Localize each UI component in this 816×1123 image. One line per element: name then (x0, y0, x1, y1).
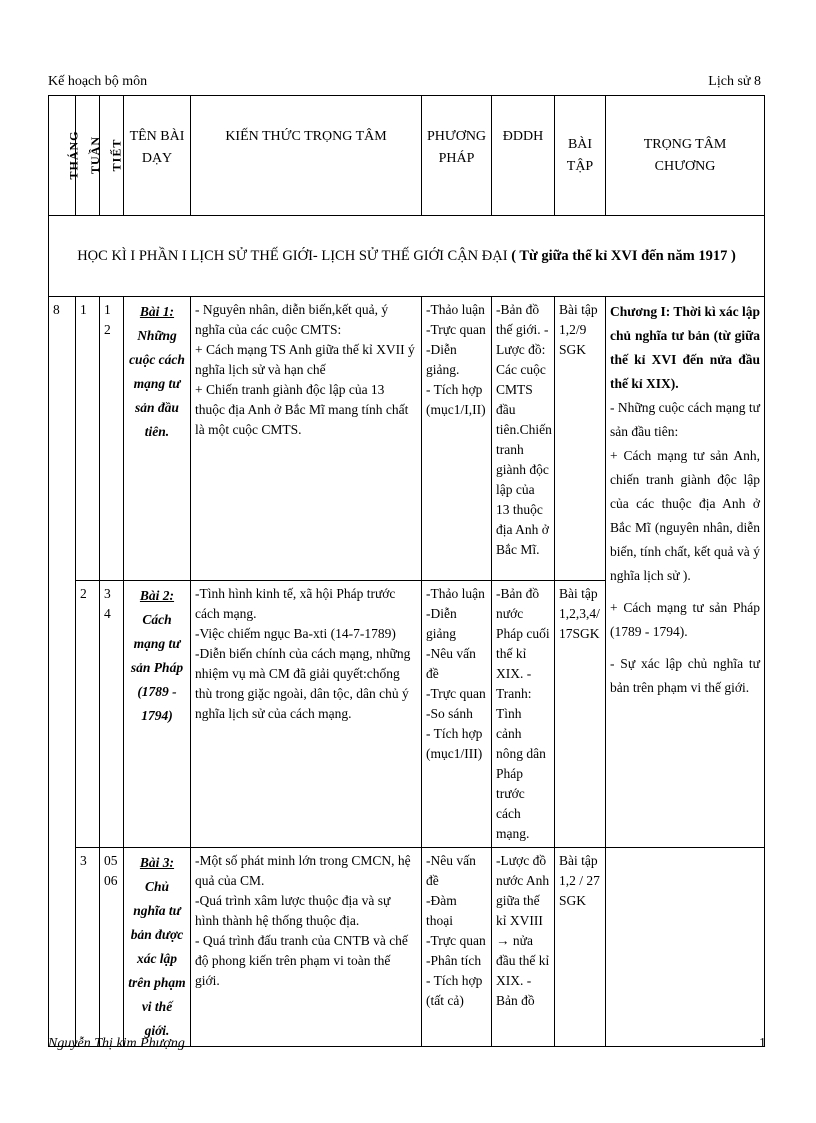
col-tiet: TIẾT (100, 96, 124, 216)
lesson-title: Những cuộc cách mạng tư sản đầu tiên. (129, 328, 185, 439)
cell-bai-tap: Bài tập 1,2 / 27 SGK (555, 848, 606, 1047)
cell-trong-tam-chuong (606, 297, 765, 848)
lesson-number: Bài 3: (139, 855, 175, 870)
col-kien-thuc: KIẾN THỨC TRỌNG TÂM (191, 96, 422, 216)
cell-thang: 8 (49, 297, 76, 1047)
col-trong-tam: TRỌNG TÂM CHƯƠNG (606, 96, 765, 216)
cell-kien-thuc: -Tình hình kinh tế, xã hội Pháp trước cách mạng. -Việc chiếm ngục Ba-xti (14-7-1789) -Diễn biến chính của cách mạng, những nhiệm vụ mà CM đã giải quyết:chống thù trong giặc ngoài, dân tộc, dân chủ ý nghĩa lịch sử của cách mạng. (191, 581, 422, 848)
cell-phuong-phap: -Thảo luận -Trực quan -Diễn giảng. - Tích hợp (mục1/I,II) (422, 297, 492, 581)
table-header-row (49, 96, 765, 216)
header-subject-plan: Kế hoạch bộ môn (48, 74, 148, 89)
cell-dddh: -Bản đồ thế giới. -Lược đồ: Các cuộc CMTS đầu tiên.Chiến tranh giành độc lập của 13 thuộc địa Anh ở Bắc Mĩ. (492, 297, 555, 581)
footer-author: Nguyễn Thị kim Phượng (48, 1036, 185, 1051)
cell-phuong-phap: -Thảo luận -Diễn giảng -Nêu vấn đề -Trực quan -So sánh - Tích hợp (mục1/III) (422, 581, 492, 848)
cell-tiet: 05 06 (100, 848, 124, 1047)
cell-phuong-phap: -Nêu vấn đề -Đàm thoại -Trực quan -Phân tích - Tích hợp (tất cả) (422, 848, 492, 1047)
cell-ten-bai (124, 297, 191, 581)
section-title (49, 216, 765, 297)
chapter-point-4: - Sự xác lập chủ nghĩa tư bản trên phạm vi thế giới. (610, 656, 760, 695)
header-course: Lịch sử 8 (708, 74, 761, 89)
cell-ten-bai (124, 848, 191, 1047)
section-title-sub: ( Từ giữa thế kỉ XVI đến năm 1917 ) (507, 248, 736, 264)
cell-bai-tap: Bài tập 1,2/9 SGK (555, 297, 606, 581)
chapter-point-2: + Cách mạng tư sản Anh, chiến tranh giành độc lập của các thuộc địa Anh ở Bắc Mĩ (nguyên nhân, diễn biến, tính chất, kết quả và ý nghĩa lịch sử ). (610, 448, 760, 583)
cell-tuan: 2 (76, 581, 100, 848)
lesson-title: Chủ nghĩa tư bản được xác lập trên phạm vi thế giới. (128, 879, 186, 1038)
cell-tuan: 1 (76, 297, 100, 581)
lesson-plan-table (48, 95, 765, 1047)
cell-kien-thuc: -Một số phát minh lớn trong CMCN, hệ quả của CM. -Quá trình xâm lược thuộc địa và sự hình thành hệ thống thuộc địa. - Quá trình đấu tranh của CNTB và chế độ phong kiến trên phạm vi toàn thế giới. (191, 848, 422, 1047)
cell-ten-bai (124, 581, 191, 848)
table-row (49, 848, 765, 1047)
cell-dddh: -Lược đồ nước Anh giữa thế kỉ XVIII → nửa đầu thế kỉ XIX. -Bản đồ (492, 848, 555, 1047)
col-tuan: TUẦN (76, 96, 100, 216)
lesson-title: Cách mạng tư sản Pháp (1789 - 1794) (130, 612, 184, 723)
cell-dddh: -Bản đồ nước Pháp cuối thế kỉ XIX. -Tranh: Tình cảnh nông dân Pháp trước cách mạng. (492, 581, 555, 848)
cell-tiet: 3 4 (100, 581, 124, 848)
cell-kien-thuc: - Nguyên nhân, diễn biến,kết quả, ý nghĩa của các cuộc CMTS: + Cách mạng TS Anh giữa thế kỉ XVII ý nghĩa lịch sử và hạn chế + Chiến tranh giành độc lập của 13 thuộc địa Anh ở Bắc Mĩ mang tính chất là một cuộc CMTS. (191, 297, 422, 581)
section-title-main: HỌC KÌ I PHẦN I LỊCH SỬ THẾ GIỚI- LỊCH SỬ THẾ GIỚI CẬN ĐẠI (77, 248, 508, 264)
chapter-point-1: - Những cuộc cách mạng tư sản đầu tiên: (610, 400, 760, 439)
chapter-title: Chương I: Thời kì xác lập chủ nghĩa tư bản (từ giữa thế kỉ XVI đến nửa đầu thế kỉ XIX). (610, 304, 760, 391)
cell-tiet: 1 2 (100, 297, 124, 581)
cell-bai-tap: Bài tập 1,2,3,4/ 17SGK (555, 581, 606, 848)
chapter-point-3: + Cách mạng tư sản Pháp (1789 - 1794). (610, 600, 760, 639)
lesson-number: Bài 2: (139, 588, 175, 603)
col-bai-tap: BÀI TẬP (555, 96, 606, 216)
table-row (49, 297, 765, 581)
page-number: 1 (759, 1036, 766, 1051)
col-dddh: ĐDDH (492, 96, 555, 216)
col-phuong-phap: PHƯƠNG PHÁP (422, 96, 492, 216)
col-thang: THÁNG (49, 96, 76, 216)
lesson-number: Bài 1: (139, 304, 175, 319)
cell-tuan: 3 (76, 848, 100, 1047)
col-ten-bai: TÊN BÀI DẠY (124, 96, 191, 216)
section-row (49, 216, 765, 297)
cell-trong-tam-empty (606, 848, 765, 1047)
